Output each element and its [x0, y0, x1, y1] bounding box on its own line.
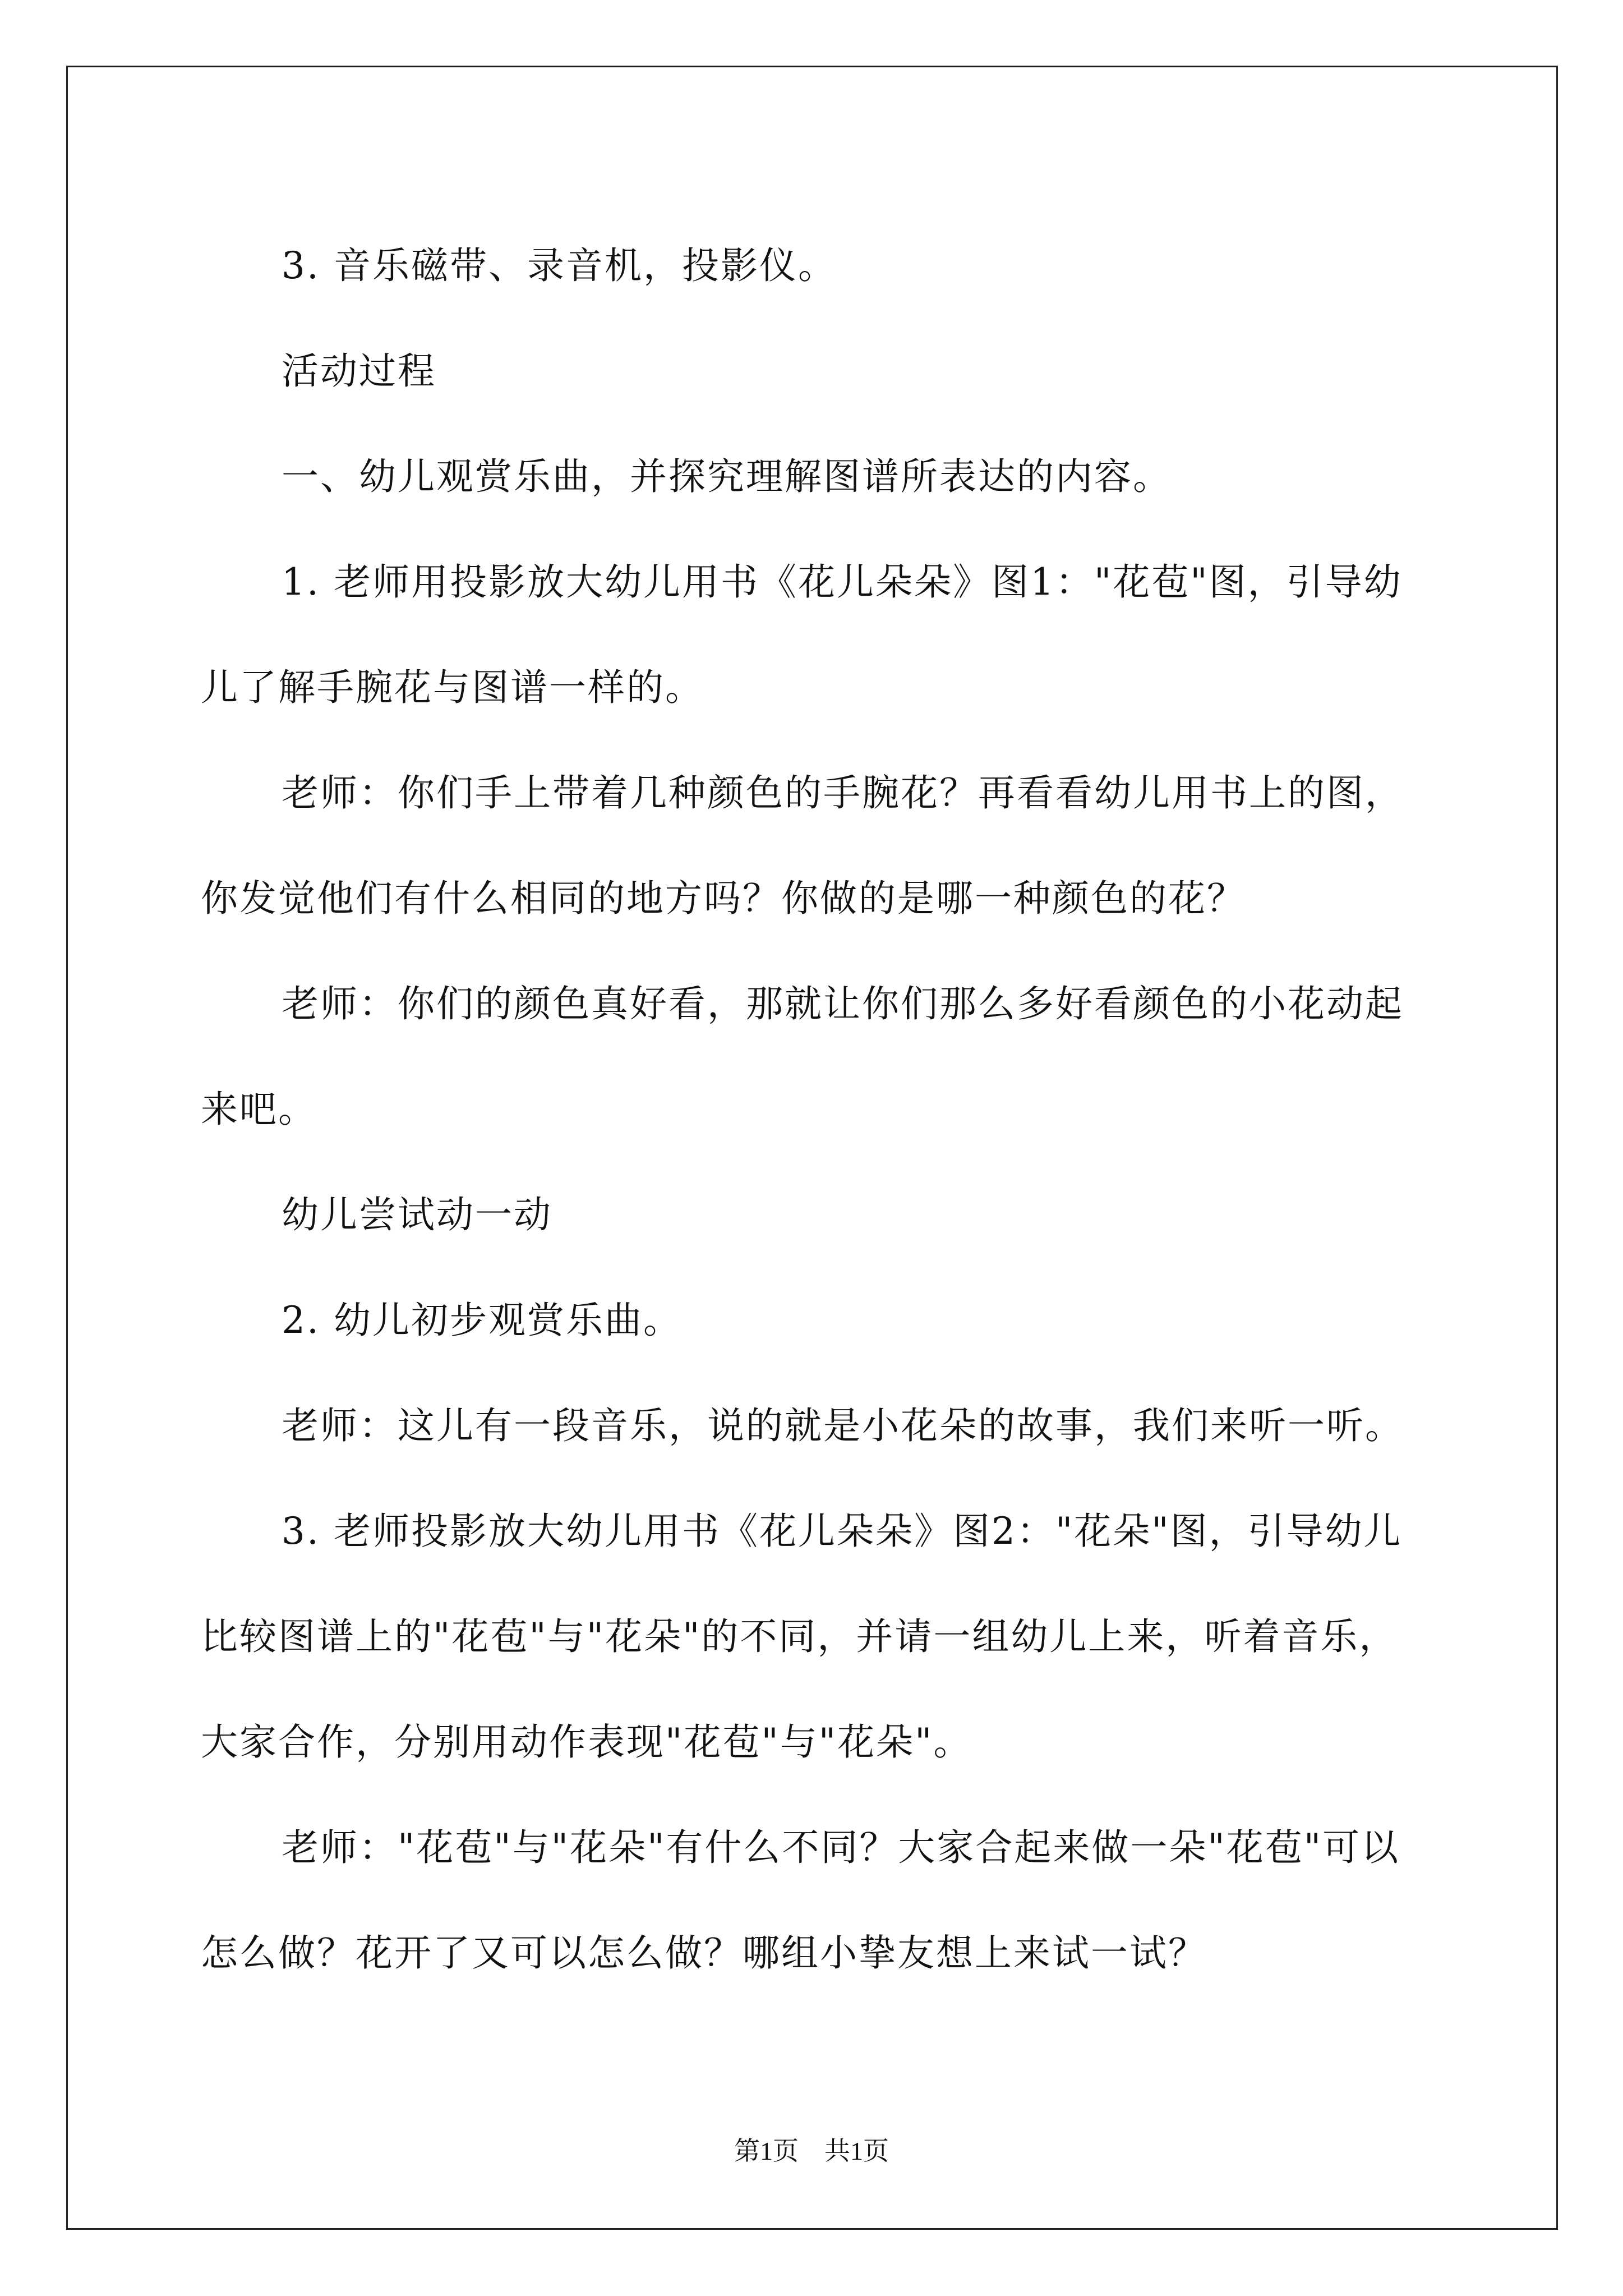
- section-heading-process: 活动过程: [282, 349, 436, 393]
- paragraph-teacher-compare: 老师："花苞"与"花朵"有什么不同？大家合起来做一朵"花苞"可以怎么做？花开了又可以怎么做？哪组小挚友想上来试一试？: [201, 1826, 1400, 1975]
- paragraph-children-try: 幼儿尝试动一动: [282, 1193, 552, 1236]
- paragraph-step-one: 一、幼儿观赏乐曲，并探究理解图谱所表达的内容。: [282, 455, 1172, 498]
- paragraph-materials: 3. 音乐磁带、录音机，投影仪。: [282, 244, 837, 287]
- document-body: [201, 213, 1429, 2006]
- page-number-footer: 第1页 共1页: [734, 2137, 889, 2165]
- paragraph-item-1: 1. 老师用投影放大幼儿用书《花儿朵朵》图1："花苞"图，引导幼儿了解手腕花与图谱一样的。: [201, 560, 1403, 709]
- paragraph-teacher-question: 老师：你们手上带着几种颜色的手腕花？再看看幼儿用书上的图，你发觉他们有什么相同的地方吗？你做的是哪一种颜色的花？: [201, 771, 1404, 920]
- paragraph-teacher-listen: 老师：这儿有一段音乐，说的就是小花朵的故事，我们来听一听。: [282, 1404, 1404, 1447]
- paragraph-teacher-encourage: 老师：你们的颜色真好看，那就让你们那么多好看颜色的小花动起来吧。: [201, 982, 1404, 1131]
- paragraph-item-2: 2. 幼儿初步观赏乐曲。: [282, 1299, 682, 1342]
- paragraph-item-3: 3. 老师投影放大幼儿用书《花儿朵朵》图2："花朵"图，引导幼儿比较图谱上的"花苞"与"花朵"的不同，并请一组幼儿上来，听着音乐，大家合作，分别用动作表现"花苞"与"花朵"。: [201, 1510, 1403, 1764]
